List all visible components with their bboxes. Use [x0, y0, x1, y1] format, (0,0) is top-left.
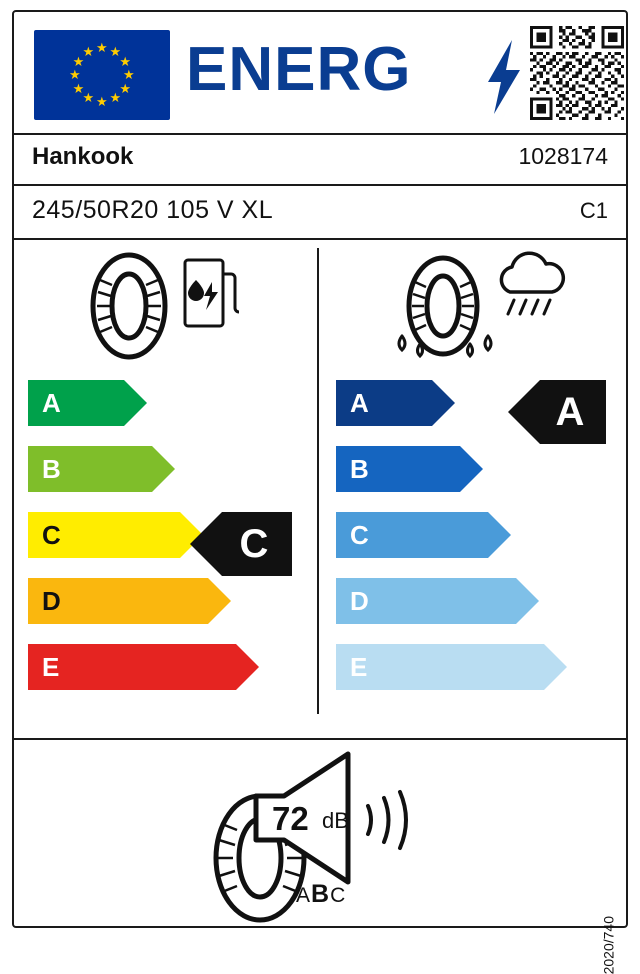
grade-d: [28, 578, 208, 624]
grade-letter: D: [42, 585, 61, 616]
grade-letter: D: [350, 585, 369, 616]
noise-class-b: B: [311, 880, 331, 908]
fuel-pump-icon: [182, 254, 240, 330]
grade-row: [336, 446, 460, 492]
grade-letter: A: [42, 387, 61, 418]
rain-cloud-icon: [492, 252, 570, 328]
grade-letter: C: [350, 519, 369, 550]
label-header: [14, 12, 626, 132]
fuel-efficiency-rating: C: [222, 512, 292, 576]
divider-noise: [14, 738, 626, 740]
brand-name: Hankook: [32, 143, 134, 170]
regulation-reference: 2020/740: [600, 916, 616, 974]
noise-class-c: C: [330, 884, 347, 907]
grade-e: [28, 644, 236, 690]
grade-d: [336, 578, 516, 624]
grade-letter: E: [350, 651, 368, 682]
tyre-class-code: C1: [579, 198, 608, 223]
grade-row: [28, 446, 152, 492]
noise-class-a: A: [296, 884, 312, 907]
grade-row: [28, 380, 124, 426]
sound-waves-icon: [360, 784, 420, 856]
noise-db-value: 72: [272, 800, 309, 837]
tyre-icon: [84, 252, 174, 360]
grade-row: [336, 578, 516, 624]
grade-row: [336, 512, 488, 558]
grade-a: [28, 380, 124, 426]
grade-b: [28, 446, 152, 492]
divider-header: [14, 133, 626, 135]
grade-letter: B: [350, 453, 369, 484]
grade-row: [336, 380, 432, 426]
water-splash-icon: [392, 330, 512, 364]
qr-code: [530, 26, 624, 120]
divider-vertical: [317, 248, 319, 714]
grade-a: [336, 380, 432, 426]
grade-letter: A: [350, 387, 369, 418]
grade-letter: C: [42, 519, 61, 550]
grade-row: [28, 512, 180, 558]
eu-flag-icon: ★ ★ ★ ★ ★ ★ ★ ★ ★ ★ ★ ★: [34, 30, 170, 120]
lightning-bolt-icon: [486, 40, 520, 114]
wet-grip-rating: A: [540, 380, 606, 444]
grade-row: [336, 644, 544, 690]
energy-title: ENERG: [186, 35, 412, 104]
noise-db-unit: dB: [322, 808, 349, 833]
divider-size: [14, 238, 626, 240]
grade-c: [336, 512, 488, 558]
grade-letter: E: [42, 651, 60, 682]
product-code: 1028174: [518, 143, 608, 169]
tyre-size: 245/50R20 105 V XL: [32, 196, 274, 224]
grade-c: [28, 512, 180, 558]
grade-e: [336, 644, 544, 690]
noise-section: [0, 748, 640, 928]
grade-row: [28, 578, 208, 624]
grade-row: [28, 644, 236, 690]
divider-brand: [14, 184, 626, 186]
grade-b: [336, 446, 460, 492]
grade-letter: B: [42, 453, 61, 484]
noise-class-scale: [296, 880, 346, 909]
